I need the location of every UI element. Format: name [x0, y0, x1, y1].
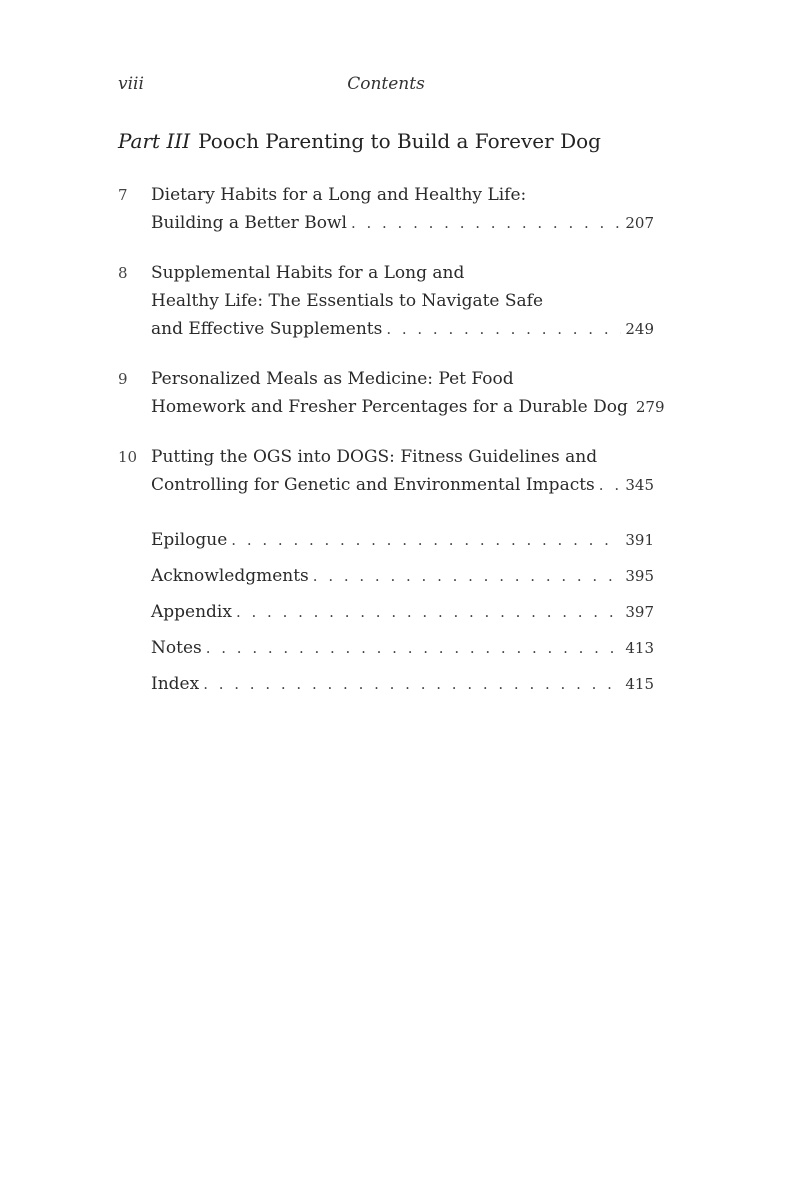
- toc-entry-index[interactable]: [151, 666, 654, 702]
- toc-entry-chapter-8[interactable]: [118, 259, 654, 343]
- chapter-number: 8: [118, 264, 128, 282]
- chapter-title-line: Controlling for Genetic and Environmental Impacts: [151, 475, 595, 495]
- chapter-title-line: Healthy Life: The Essentials to Navigate Safe: [151, 291, 544, 311]
- page-number: 249: [625, 320, 654, 338]
- dot-leader: [351, 209, 621, 237]
- dot-leader: [203, 666, 621, 702]
- toc-entry-chapter-10[interactable]: [118, 443, 654, 499]
- toc-entry-chapter-9[interactable]: [118, 365, 665, 421]
- entry-title: Acknowledgments: [151, 566, 309, 586]
- backmatter-list: [151, 522, 654, 702]
- toc-entry-chapter-7[interactable]: [118, 181, 654, 237]
- toc-entry-acknowledgments[interactable]: [151, 558, 654, 594]
- chapter-title-line: Homework and Fresher Percentages for a Durable Dog: [151, 397, 628, 417]
- chapter-number: 9: [118, 370, 128, 388]
- entry-title: Index: [151, 674, 200, 694]
- entry-title: Appendix: [151, 602, 232, 622]
- dot-leader: [386, 315, 621, 343]
- dot-leader: [236, 594, 621, 630]
- toc-entry-notes[interactable]: [151, 630, 654, 666]
- chapter-title-line: Building a Better Bowl: [151, 213, 347, 233]
- part-title: Pooch Parenting to Build a Forever Dog: [198, 129, 601, 153]
- chapter-title-line: Supplemental Habits for a Long and: [151, 263, 465, 283]
- chapter-title-line: and Effective Supplements: [151, 319, 383, 339]
- entry-title: Epilogue: [151, 530, 228, 550]
- toc-entry-epilogue[interactable]: [151, 522, 654, 558]
- page-number: 345: [625, 476, 654, 494]
- running-head-title: Contents: [347, 74, 425, 94]
- chapter-list: [118, 181, 665, 521]
- chapter-title-line: Personalized Meals as Medicine: Pet Food: [151, 369, 514, 389]
- entry-title: Notes: [151, 638, 202, 658]
- page-number: 391: [625, 531, 654, 549]
- chapter-number: 10: [118, 448, 138, 466]
- running-head: [118, 74, 654, 100]
- dot-leader: [313, 558, 622, 594]
- part-heading: [118, 129, 601, 153]
- page-number: 207: [625, 214, 654, 232]
- page-number: 395: [625, 567, 654, 585]
- dot-leader: [231, 522, 621, 558]
- part-label: Part III: [118, 129, 191, 153]
- chapter-title-line: Dietary Habits for a Long and Healthy Life:: [151, 185, 527, 205]
- page-number: 413: [625, 639, 654, 657]
- toc-entry-appendix[interactable]: [151, 594, 654, 630]
- chapter-number: 7: [118, 186, 128, 204]
- page-folio: viii: [118, 74, 144, 94]
- page-number: 397: [625, 603, 654, 621]
- chapter-title-line: Putting the OGS into DOGS: Fitness Guidelines and: [151, 447, 598, 467]
- dot-leader: [599, 471, 622, 499]
- dot-leader: [206, 630, 622, 666]
- page-number: 279: [635, 398, 665, 416]
- page-number: 415: [625, 675, 654, 693]
